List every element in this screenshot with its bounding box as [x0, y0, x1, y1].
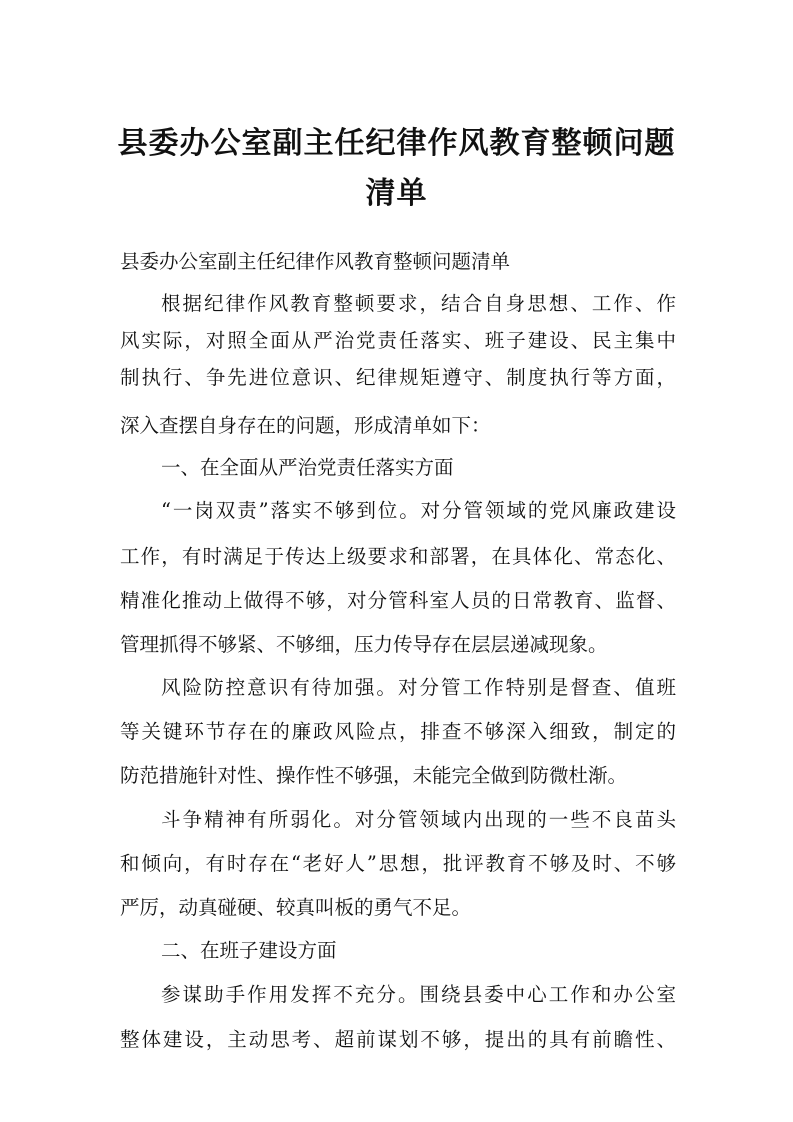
body-line: 严厉，动真碰硬、较真叫板的勇气不足。: [120, 896, 472, 919]
body-line: 制执行、争先进位意识、纪律规矩遵守、制度执行等方面，: [120, 366, 676, 389]
body-line: 深入查摆自身存在的问题，形成清单如下：: [120, 414, 491, 437]
body-line: 精准化推动上做得不够，对分管科室人员的日常教育、监督、: [120, 589, 676, 612]
body-line: 风险防控意识有待加强。对分管工作特别是督查、值班: [161, 676, 676, 699]
body-line: 根据纪律作风教育整顿要求，结合自身思想、工作、作: [161, 292, 676, 315]
body-line: 斗争精神有所弱化。对分管领域内出现的一些不良苗头: [161, 808, 676, 831]
body-line: 工作，有时满足于传达上级要求和部署，在具体化、常态化、: [120, 545, 676, 568]
subtitle-line: 县委办公室副主任纪律作风教育整顿问题清单: [120, 250, 511, 273]
body-line: “一岗双责”落实不够到位。对分管领域的党风廉政建设: [161, 499, 676, 522]
body-line: 和倾向，有时存在“老好人”思想，批评教育不够及时、不够: [120, 852, 676, 875]
document-title-line-1: 县委办公室副主任纪律作风教育整顿问题: [117, 126, 676, 161]
body-line: 防范措施针对性、操作性不够强，未能完全做到防微杜渐。: [120, 764, 628, 787]
body-line: 整体建设，主动思考、超前谋划不够，提出的具有前瞻性、: [120, 1028, 676, 1051]
section-heading: 一、在全面从严治党责任落实方面: [161, 456, 454, 479]
document-title-line-2: 清单: [365, 176, 428, 211]
body-line: 管理抓得不够紧、不够细，压力传导存在层层递减现象。: [120, 633, 608, 656]
body-line: 风实际，对照全面从严治党责任落实、班子建设、民主集中: [120, 329, 676, 352]
body-line: 参谋助手作用发挥不充分。围绕县委中心工作和办公室: [161, 983, 676, 1006]
section-heading: 二、在班子建设方面: [161, 939, 337, 962]
body-line: 等关键环节存在的廉政风险点，排查不够深入细致，制定的: [120, 720, 676, 743]
